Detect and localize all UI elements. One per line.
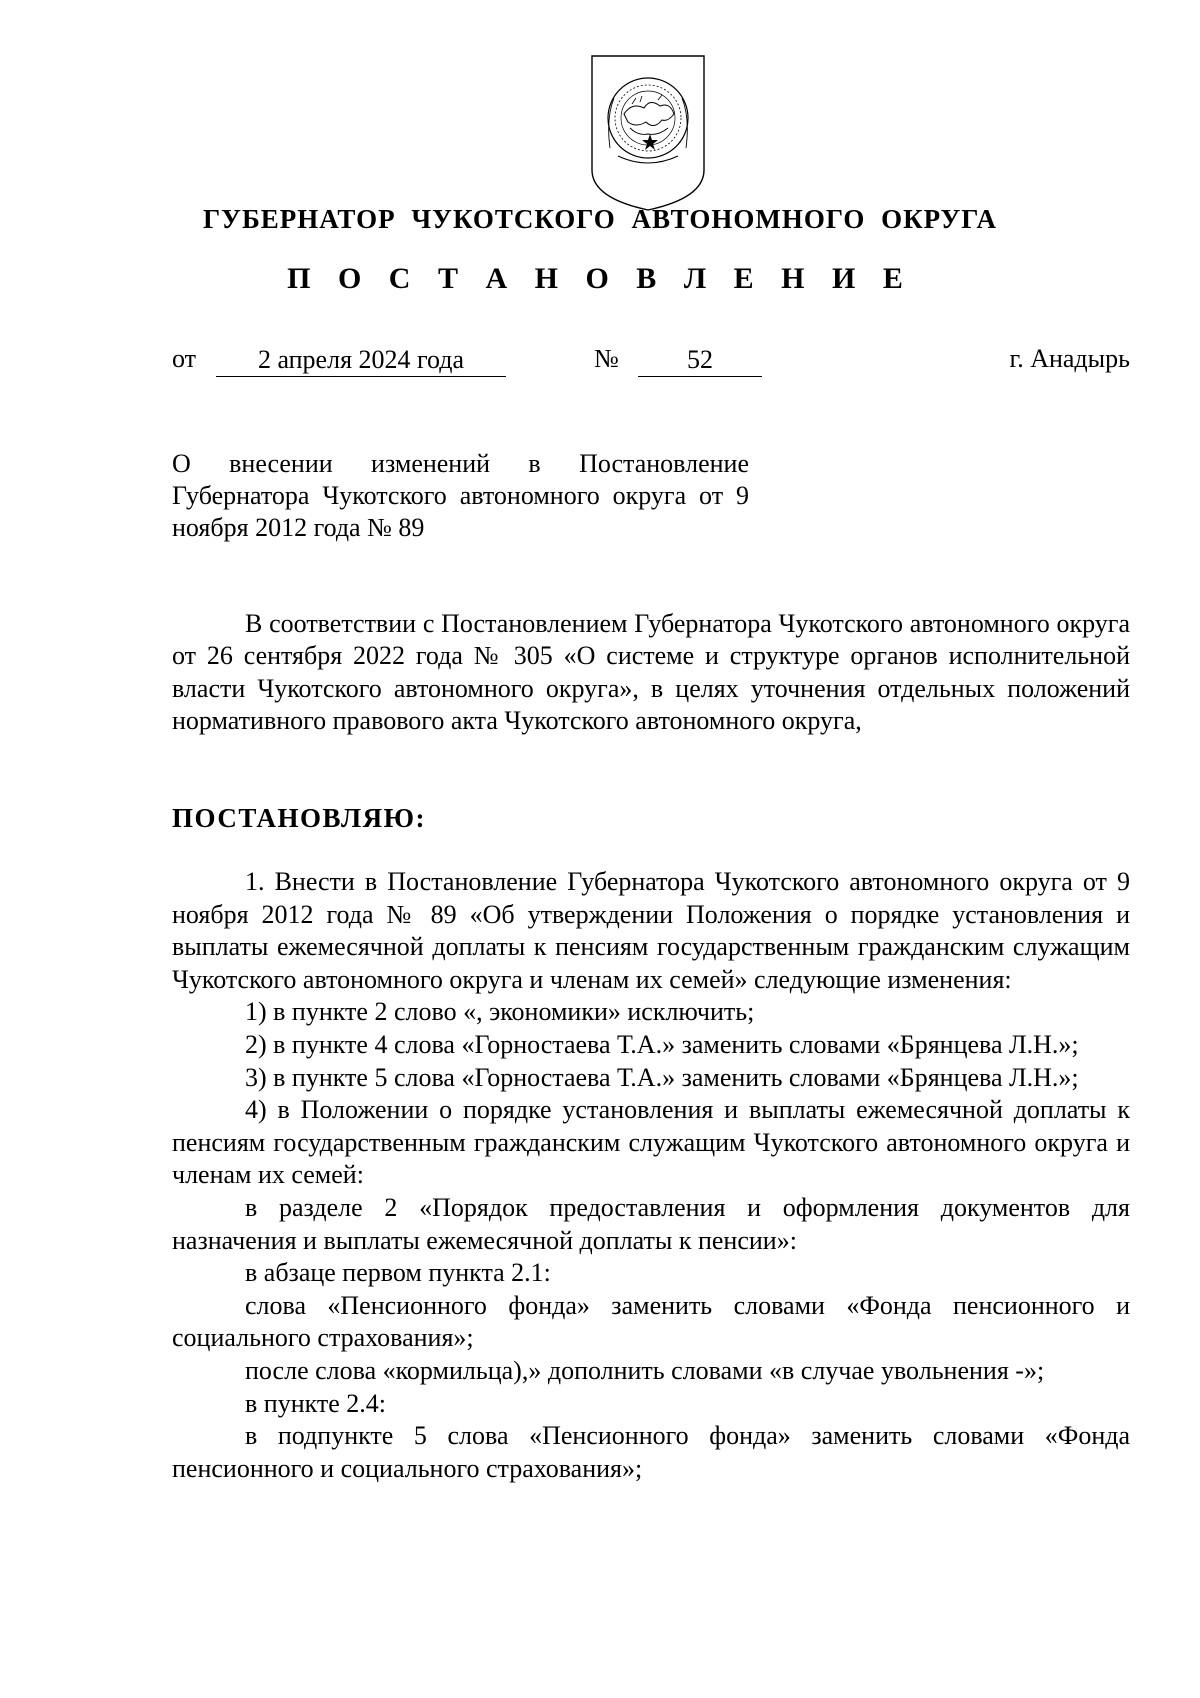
list-item: после слова «кормильца),» дополнить словами «в случае увольнения -»; xyxy=(245,1355,1045,1385)
document-type-heading: П О С Т А Н О В Л Е Н И Е xyxy=(287,262,913,295)
list-item: 4) в Положении о порядке установления и выплаты ежемесячной доплаты к пенсиям государственным гражданским служащим Чукотского автономного округа и членам их семей: xyxy=(172,1095,1130,1190)
city-name: г. Анадырь xyxy=(1009,344,1130,373)
document-subject xyxy=(172,448,749,544)
preamble-paragraph: В соответствии с Постановлением Губернатора Чукотского автономного округа от 26 сентября 2022 года № 305 «О системе и структуре органов исполнительной власти Чукотского автономного округа», в целях уточнения отдельных положений нормативного правового акта Чукотского автономного округа, xyxy=(172,609,1130,736)
coat-of-arms-icon xyxy=(588,52,708,214)
list-item: в пункте 2.4: xyxy=(245,1388,387,1418)
from-label: от xyxy=(172,344,197,373)
document-date: 2 апреля 2024 года xyxy=(216,344,506,377)
document-meta-line xyxy=(172,344,1130,384)
subject-text: О внесении изменений в Постановление Губернатора Чукотского автономного округа от 9 ноября 2012 года № 89 xyxy=(172,449,749,542)
list-item: 2) в пункте 4 слова «Горностаева Т.А.» заменить словами «Брянцева Л.Н.»; xyxy=(245,1029,1079,1059)
decree-items xyxy=(172,866,1130,1485)
decree-heading: ПОСТАНОВЛЯЮ: xyxy=(172,803,426,833)
list-item: в подпункте 5 слова «Пенсионного фонда» заменить словами «Фонда пенсионного и социального страхования»; xyxy=(172,1421,1130,1483)
issuing-authority-title: ГУБЕРНАТОР ЧУКОТСКОГО АВТОНОМНОГО ОКРУГА xyxy=(202,204,998,234)
list-item: слова «Пенсионного фонда» заменить словами «Фонда пенсионного и социального страхования»; xyxy=(172,1290,1130,1353)
document-number: 52 xyxy=(638,344,762,377)
number-label: № xyxy=(594,344,619,373)
list-item: в разделе 2 «Порядок предоставления и оформления документов для назначения и выплаты ежемесячной доплаты к пенсии»: xyxy=(172,1192,1130,1255)
list-item: 1) в пункте 2 слово «, экономики» исключить; xyxy=(245,997,755,1027)
list-item: в абзаце первом пункта 2.1: xyxy=(245,1258,551,1288)
list-item: 1. Внести в Постановление Губернатора Чукотского автономного округа от 9 ноября 2012 года № 89 «Об утверждении Положения о порядке установления и выплаты ежемесячной доплаты к пенсиям государственным гражданским служащим Чукотского автономного округа и членам их семей» следующие изменения: xyxy=(172,867,1130,994)
list-item: 3) в пункте 5 слова «Горностаева Т.А.» заменить словами «Брянцева Л.Н.»; xyxy=(245,1062,1079,1092)
preamble-block xyxy=(172,608,1130,738)
